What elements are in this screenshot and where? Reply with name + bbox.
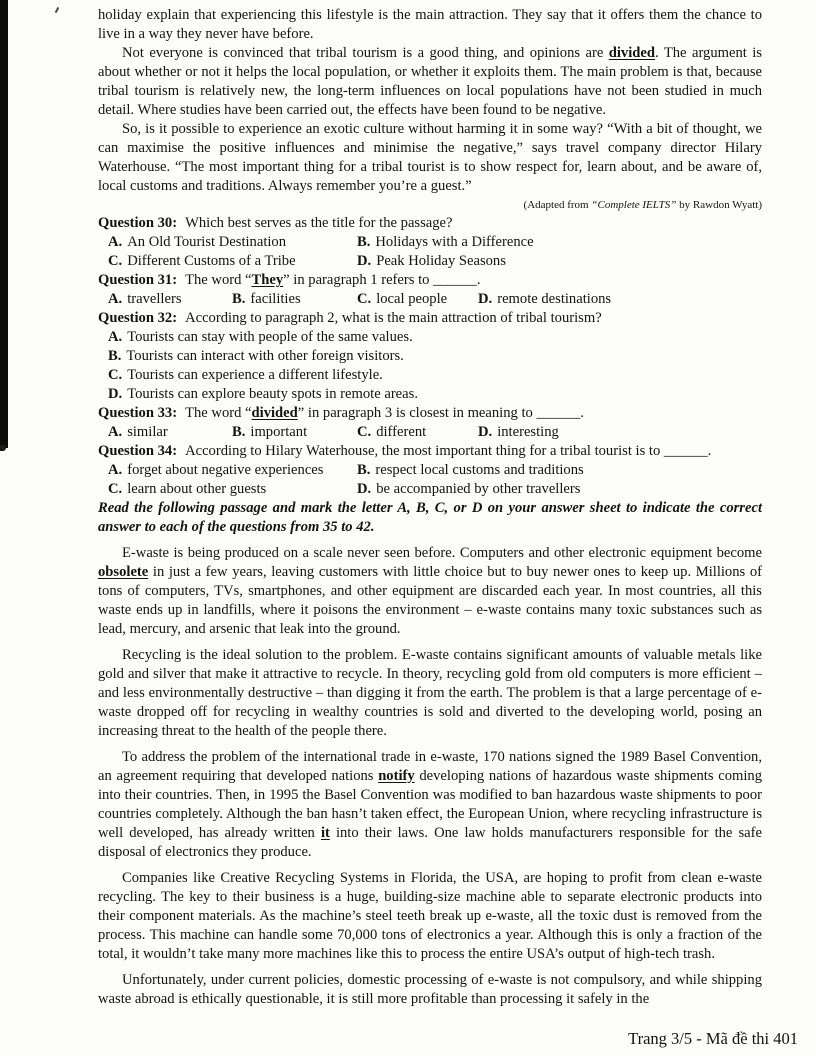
question-34-label: Question 34:	[98, 443, 178, 459]
scan-speck-artifact	[55, 7, 60, 13]
page-content	[98, 6, 762, 1009]
passage2-paragraph-2: Recycling is the ideal solution to the problem. E-waste contains significant amounts of valuable metals like gold and silver that make it attractive to recycle. In theory, recycling gold from old computers is more efficient – and less environmentally destructive – than digging it from the earth. The problem is that a large percentage of e-waste dropped off for recycling in wealthy countries is sold and diverted to the developing world, posing an increasing threat to the health of the people there.	[98, 647, 762, 739]
option-32-c	[108, 366, 762, 385]
option-letter: C.	[108, 367, 123, 383]
question-31-text: The word “They” in paragraph 1 refers to ______.	[185, 272, 481, 288]
question-30	[98, 214, 762, 233]
option-text: interesting	[497, 424, 559, 440]
question-33-label: Question 33:	[98, 405, 178, 421]
option-30-b	[357, 233, 762, 252]
question-34-options	[98, 461, 762, 499]
option-text: travellers	[127, 291, 182, 307]
section-instruction: Read the following passage and mark the letter A, B, C, or D on your answer sheet to indicate the correct answer to each of the questions from 35 to 42.	[98, 500, 762, 535]
option-letter: D.	[357, 481, 372, 497]
question-30-text: Which best serves as the title for the passage?	[185, 215, 453, 231]
option-33-b	[232, 423, 357, 442]
question-33-options	[98, 423, 762, 442]
option-32-d	[108, 385, 762, 404]
option-letter: A.	[108, 291, 123, 307]
question-33	[98, 404, 762, 423]
option-text: forget about negative experiences	[127, 462, 324, 478]
passage2-paragraph-5: Unfortunately, under current policies, domestic processing of e-waste is not compulsory, and while shipping waste abroad is ethically questionable, it is still more profitable than processing it safely in the	[98, 972, 762, 1007]
option-31-c	[357, 290, 478, 309]
question-31-options	[98, 290, 762, 309]
question-30-options	[98, 233, 762, 271]
option-letter: D.	[108, 386, 123, 402]
option-text: remote destinations	[497, 291, 612, 307]
option-text: local people	[376, 291, 448, 307]
option-31-d	[478, 290, 762, 309]
option-32-b	[108, 347, 762, 366]
option-text: Peak Holiday Seasons	[376, 253, 506, 269]
option-letter: A.	[108, 462, 123, 478]
option-letter: D.	[478, 424, 493, 440]
scan-edge-artifact	[0, 0, 8, 448]
option-33-a	[108, 423, 232, 442]
question-32-text: According to paragraph 2, what is the main attraction of tribal tourism?	[185, 310, 602, 326]
option-letter: D.	[478, 291, 493, 307]
option-34-a	[108, 461, 357, 480]
option-text: Holidays with a Difference	[375, 234, 534, 250]
passage1-paragraph-4: So, is it possible to experience an exotic culture without harming it in some way? “With a bit of thought, we can maximise the positive influences and minimise the negative,” says travel company director Hilary Waterhouse. “The most important thing for a tribal tourist is to show respect for, learn about, and be aware of, local customs and traditions. Always remember you’re a guest.”	[98, 121, 762, 194]
question-30-label: Question 30:	[98, 215, 178, 231]
option-letter: C.	[357, 424, 372, 440]
option-34-b	[357, 461, 762, 480]
option-letter: B.	[232, 291, 246, 307]
option-33-d	[478, 423, 762, 442]
option-text: Different Customs of a Tribe	[127, 253, 296, 269]
question-31	[98, 271, 762, 290]
option-30-a	[108, 233, 357, 252]
option-text: respect local customs and traditions	[375, 462, 584, 478]
question-32	[98, 309, 762, 328]
option-letter: A.	[108, 424, 123, 440]
question-32-label: Question 32:	[98, 310, 178, 326]
option-30-c	[108, 252, 357, 271]
option-letter: B.	[232, 424, 246, 440]
option-text: Tourists can explore beauty spots in remote areas.	[127, 386, 418, 402]
question-34	[98, 442, 762, 461]
option-30-d	[357, 252, 762, 271]
option-text: Tourists can stay with people of the same values.	[127, 329, 413, 345]
passage2-paragraph-4: Companies like Creative Recycling Systems in Florida, the USA, are hoping to profit from clean e-waste recycling. The key to their business is a huge, building-size machine able to separate electronic products into their component materials. As the machine’s steel teeth break up e-waste, all the toxic dust is removed from the process. This machine can handle some 70,000 tons of electronics a year. Although this is only a fraction of the total, it wouldn’t take many more machines like this to process the entire USA’s output of high-tech trash.	[98, 870, 762, 962]
option-letter: B.	[357, 462, 371, 478]
option-letter: A.	[108, 234, 123, 250]
question-31-label: Question 31:	[98, 272, 178, 288]
option-letter: B.	[357, 234, 371, 250]
option-letter: C.	[357, 291, 372, 307]
passage1-paragraph-3: Not everyone is convinced that tribal tourism is a good thing, and opinions are divided. The argument is about whether or not it helps the local population, or whether it exploits them. The main problem is that, because tribal tourism is relatively new, the long-term influences on local populations have not been studied in much detail. Where studies have been carried out, the effects have been found to be negative.	[98, 45, 762, 118]
option-text: important	[250, 424, 308, 440]
option-letter: C.	[108, 481, 123, 497]
option-letter: C.	[108, 253, 123, 269]
option-32-a	[108, 328, 762, 347]
option-text: Tourists can interact with other foreign visitors.	[126, 348, 404, 364]
option-letter: B.	[108, 348, 122, 364]
option-letter: A.	[108, 329, 123, 345]
option-text: similar	[127, 424, 168, 440]
passage2-paragraph-3: To address the problem of the international trade in e-waste, 170 nations signed the 1989 Basel Convention, an agreement requiring that developed nations notify developing nations of hazardous waste shipments coming into their countries. Then, in 1995 the Basel Convention was modified to ban hazardous waste shipments to poor countries completely. Although the ban hasn’t taken effect, the European Union, where recycling infrastructure is well developed, has already written it into their laws. One law holds manufacturers responsible for the safe disposal of electronics they produce.	[98, 749, 762, 860]
option-text: facilities	[250, 291, 301, 307]
option-text: learn about other guests	[127, 481, 267, 497]
question-32-options	[98, 328, 762, 404]
source-attribution: (Adapted from “Complete IELTS” by Rawdon Wyatt)	[523, 199, 762, 211]
page-footer: Trang 3/5 - Mã đề thi 401	[628, 1029, 798, 1048]
option-text: An Old Tourist Destination	[127, 234, 287, 250]
question-34-text: According to Hilary Waterhouse, the most important thing for a tribal tourist is to ______.	[185, 443, 712, 459]
question-33-text: The word “divided” in paragraph 3 is closest in meaning to ______.	[185, 405, 584, 421]
option-text: be accompanied by other travellers	[376, 481, 581, 497]
option-text: Tourists can experience a different lifestyle.	[127, 367, 383, 383]
passage2-paragraph-1: E-waste is being produced on a scale never seen before. Computers and other electronic equipment become obsolete in just a few years, leaving customers with little choice but to buy newer ones to keep up. Millions of tons of computers, TVs, smartphones, and other equipment are discarded each year. In most countries, all this waste ends up in landfills, where it poisons the environment – e-waste contains many toxic substances such as lead, mercury, and arsenic that leak into the ground.	[98, 545, 762, 637]
passage1-continuation: holiday explain that experiencing this lifestyle is the main attraction. They say that it offers them the chance to live in a way they never have before.	[98, 7, 762, 42]
option-letter: D.	[357, 253, 372, 269]
option-text: different	[376, 424, 427, 440]
option-34-c	[108, 480, 357, 499]
option-31-b	[232, 290, 357, 309]
option-31-a	[108, 290, 232, 309]
option-33-c	[357, 423, 478, 442]
option-34-d	[357, 480, 762, 499]
